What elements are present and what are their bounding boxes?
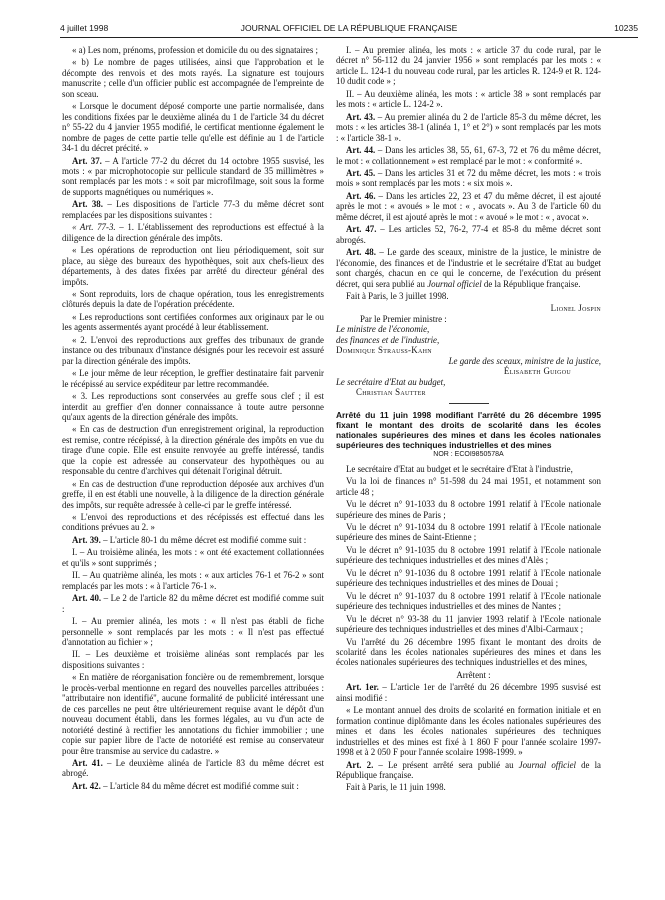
paragraph: « 2. L'envoi des reproductions aux greffes des tribunaux de grande instance ou des tribunaux d'instance désignés pour les recevoir est assuré par la direction générale des impôts.	[62, 334, 324, 366]
paragraph: « En cas de destruction d'un enregistrement original, la reproduction est remise, contre récépissé, à la direction générale des impôts en vue du tirage d'une copie. Elle est ensuite renvoyée au greffe intéressé, tandis que la copie est adressée au conservateur des hypothèques ou au responsable du centre d'archives qui détenait l'original détruit.	[62, 424, 324, 477]
arrete-title: Arrêté du 11 juin 1998 modifiant l'arrêté du 26 décembre 1995 fixant le montant des droits de scolarité dans les écoles nationales supérieures des mines et dans les écoles nationales supérieures des techniques industrielles et des mines	[336, 409, 601, 451]
paragraph: « Sont reproduits, lors de chaque opération, tous les enregistrements clôturés depuis la date de l'opération précédente.	[62, 288, 324, 310]
header-page-number: 10235	[614, 23, 638, 33]
paragraph: « Art. 77-3. – 1. L'établissement des reproductions est effectué à la diligence de la direction générale des impôts.	[62, 222, 324, 243]
header-date: 4 juillet 1998	[60, 23, 109, 33]
secretaire-budget-title: Le secrétaire d'Etat au budget,	[336, 376, 446, 387]
article-label: Art. 41.	[72, 758, 103, 768]
paragraph: « Les opérations de reproduction ont lieu périodiquement, soit sur place, au siège des bureaux des hypothèques, soit aux chefs-lieux des départements, à des dates fixées par arrêté du directeur général des impôts.	[62, 245, 324, 287]
article-label: Art. 45.	[346, 167, 376, 178]
article-42: Art. 42. – L'article 84 du même décret est modifié comme suit :	[72, 780, 299, 791]
paragraph: « b) Le nombre de pages utilisées, ainsi que l'approbation et le décompte des renvois et des mots rayés. La signature est toujours manuscrite ; celle d'un officier public est accompagnée de l'empreinte de son sceau.	[62, 57, 324, 99]
article-37: Art. 37. – A l'article 77-2 du décret du 14 octobre 1955 susvisé, les mots : « par microphotocopie sur pellicule standard de 35 millimètres » sont remplacés par les mots : « soit par microfilmage, soit sous la forme de supports magnétiques ou numériques ».	[62, 155, 324, 197]
paragraph: Vu l'arrêté du 26 décembre 1995 fixant le montant des droits de scolarité dans les écoles nationales supérieures des mines et dans les écoles nationales supérieures des techniques industrielles et des mines,	[336, 636, 601, 668]
paragraph: Vu le décret n° 91-1035 du 8 octobre 1991 relatif à l'Ecole nationale supérieure des techniques industrielles et des mines d'Alès ;	[336, 544, 601, 566]
paragraph: II. – Au quatrième alinéa, les mots : « aux articles 76-1 et 76-2 » sont remplacés par les mots : « à l'article 76-1 ».	[62, 570, 324, 591]
article-44: Art. 44. – Dans les articles 38, 55, 61, 67-3, 72 et 76 du même décret, le mot : « collationnement » est remplacé par le mot : « conformité ».	[336, 145, 601, 166]
article-1: Art. 1er. – L'article 1er de l'arrêté du 26 décembre 1995 susvisé est ainsi modifié :	[336, 682, 601, 703]
arretent: Arrêtent :	[456, 669, 491, 680]
article-label: Art. 43.	[346, 111, 376, 122]
ministre-economie-title-2: des finances et de l'industrie,	[336, 334, 440, 345]
paragraph: II. – Les deuxième et troisième alinéas sont remplacés par les dispositions suivantes :	[62, 649, 324, 670]
paragraph: « En cas de destruction d'une reproduction déposée aux archives d'un greffe, il en est établi une nouvelle, à la diligence de la direction générale des impôts, sur requête adressée à celle-ci par le greffe intéressé.	[62, 478, 324, 510]
article-2: Art. 2. – Le présent arrêté sera publié au Journal officiel de la République française.	[336, 759, 601, 780]
article-label: Art. 40.	[72, 593, 102, 604]
article-45: Art. 45. – Dans les articles 31 et 72 du même décret, les mots : « trois mois » sont remplacés par les mots : « six mois ».	[336, 167, 601, 189]
paragraph: I. – Au premier alinéa, les mots : « article 37 du code rural, par le décret n° 56-112 du 24 janvier 1956 » sont remplacés par les mots : « article L. 124-1 du nouveau code rural, par les articles R. 124-9 et R. 124-10 dudit code » ;	[336, 45, 601, 87]
paragraph: Vu le décret n° 93-38 du 11 janvier 1993 relatif à l'Ecole nationale supérieure des techniques industrielles et des mines d'Albi-Carmaux ;	[336, 613, 601, 635]
paragraph: « a) Les nom, prénoms, profession et domicile du ou des signataires ;	[72, 45, 318, 55]
garde-des-sceaux-title: Le garde des sceaux, ministre de la justice,	[448, 355, 601, 366]
article-40: Art. 40. – Le 2 de l'article 82 du même décret est modifié comme suit :	[62, 593, 324, 614]
article-label: Art. 38.	[72, 199, 103, 210]
paragraph: I. – Au premier alinéa, les mots : « Il n'est pas établi de fiche personnelle » sont remplacés par les mots : « Il n'est pas effectué d'annotation au fichier » ;	[62, 616, 324, 648]
paragraph: Le secrétaire d'Etat au budget et le secrétaire d'Etat à l'industrie,	[346, 463, 573, 474]
article-39: Art. 39. – L'article 80-1 du même décret est modifié comme suit :	[72, 534, 307, 545]
article-label: Art. 47.	[346, 224, 377, 235]
paragraph: Vu le décret n° 91-1037 du 8 octobre 1991 relatif à l'Ecole nationale supérieure des techniques industrielles et des mines de Nantes ;	[336, 590, 601, 612]
paragraph: II. – Au deuxième alinéa, les mots : « article 38 » sont remplacés par les mots : « article L. 124-2 ».	[336, 88, 601, 110]
article-label: Art. 42.	[72, 780, 101, 791]
fait-a-paris: Fait à Paris, le 3 juillet 1998.	[346, 290, 449, 301]
paragraph: Vu la loi de finances n° 51-598 du 24 mai 1951, et notamment son article 48 ;	[336, 476, 601, 497]
article-label: Art. 44.	[346, 145, 376, 156]
article-48: Art. 48. – Le garde des sceaux, ministre de la justice, le ministre de l'économie, des finances et de l'industrie et le secrétaire d'Etat au budget sont chargés, chacun en ce qui le concerne, de l'exécution du présent décret, qui sera publié au Journal officiel de la République française.	[336, 247, 601, 289]
article-41: Art. 41. – Le deuxième alinéa de l'article 83 du même décret est abrogé.	[62, 758, 324, 779]
ministre-economie-title: Le ministre de l'économie,	[336, 324, 430, 335]
right-column	[336, 45, 601, 795]
left-column	[62, 45, 324, 793]
paragraph: « Les reproductions sont certifiées conformes aux originaux par le ou les agents assermentés ayant procédé à leur établissement.	[62, 311, 324, 333]
article-47: Art. 47. – Les articles 52, 76-2, 77-4 et 85-8 du même décret sont abrogés.	[336, 224, 601, 245]
paragraph: Vu le décret n° 91-1033 du 8 octobre 1991 relatif à l'Ecole nationale supérieure des mines de Paris ;	[336, 499, 601, 520]
article-label: Art. 46.	[346, 190, 376, 201]
article-38: Art. 38. – Les dispositions de l'article 77-3 du même décret sont remplacées par les dispositions suivantes :	[62, 199, 324, 220]
paragraph: Vu le décret n° 91-1034 du 8 octobre 1991 relatif à l'Ecole nationale supérieure des mines de Saint-Etienne ;	[336, 522, 601, 543]
article-46: Art. 46. – Dans les articles 22, 23 et 47 du même décret, il est ajouté après le mot : « avoués » le mot : « , avocats ». Au 3 de l'article 60 du même décret, il est ajouté après le mot : « avoué » le mot : « , avocat ».	[336, 190, 601, 222]
separator-rule	[449, 403, 489, 404]
article-label: Art. 39.	[72, 534, 101, 545]
paragraph: Vu le décret n° 91-1036 du 8 octobre 1991 relatif à l'Ecole nationale supérieure des techniques industrielles et des mines de Douai ;	[336, 567, 601, 589]
fait-a-paris-2: Fait à Paris, le 11 juin 1998.	[346, 782, 446, 793]
signature-secretaire-budget: Christian Sautter	[356, 387, 426, 398]
page-header	[60, 21, 638, 38]
paragraph: « Le montant annuel des droits de scolarité en formation initiale et en formation continue diplômante dans les écoles nationales supérieures des mines et dans les écoles nationales supérieures des techniques industrielles et des mines est fixé à 1 860 F pour l'année scolaire 1997-1998 et à 2 050 F pour l'année scolaire 1998-1999. »	[336, 705, 601, 758]
signature-ministre-economie: Dominique Strauss-Kahn	[336, 345, 432, 356]
article-label: Art. 48.	[346, 247, 376, 258]
header-journal-title: JOURNAL OFFICIEL DE LA RÉPUBLIQUE FRANÇAISE	[240, 23, 458, 33]
article-label: Art. 2.	[346, 759, 374, 770]
article-label: Art. 1er.	[346, 682, 379, 693]
paragraph: « Lorsque le document déposé comporte une partie normalisée, dans les conditions fixées par le deuxième alinéa du 1 de l'article 34 du décret n° 55-22 du 4 janvier 1955 modifié, le certificat mentionne également le nombre de pages de cette partie telle qu'elle est définie au 1 de l'article 34-1 du décret précité. »	[62, 101, 324, 154]
paragraph: « Le jour même de leur réception, le greffier destinataire fait parvenir le récépissé au service expéditeur par lettre recommandée.	[62, 368, 324, 389]
paragraph: « En matière de réorganisation foncière ou de remembrement, lorsque le procès-verbal mentionne en regard des nouvelles parcelles attribuées : "attributaire non identifié", aucune formalité de publicité intéressant une de ces parcelles ne peut être ultérieurement requise avant le dépôt d'un nouveau document établi, dans les formes légales, au vu d'un acte de notoriété destiné à rectifier les annotations du fichier immobilier ; une copie sur papier libre de l'acte de notoriété est remise au conservateur pour être transmise au service du cadastre. »	[62, 672, 324, 756]
paragraph: « L'envoi des reproductions et des récépissés est effectué dans les conditions prévues au 2. »	[62, 512, 324, 533]
paragraph: « 3. Les reproductions sont conservées au greffe sous clef ; il est interdit au greffier d'en donner connaissance à toute autre personne qu'aux agents de la direction générale des impôts.	[62, 391, 324, 422]
par-le-premier-ministre: Par le Premier ministre :	[360, 313, 447, 324]
signature-premier-ministre: Lionel Jospin	[550, 303, 601, 314]
paragraph: I. – Au troisième alinéa, les mots : « ont été exactement collationnées et qu'ils » sont supprimés ;	[62, 547, 324, 568]
signature-garde-des-sceaux: Élisabeth Guigou	[503, 366, 571, 377]
nor-reference: NOR : ECOI9850578A	[433, 451, 504, 459]
article-label: Art. 37.	[72, 155, 102, 166]
article-43: Art. 43. – Au premier alinéa du 2 de l'article 85-3 du même décret, les mots : « les articles 38-1 (alinéa 1, 1° et 2°) » sont remplacés par les mots : « l'article 38-1 ».	[336, 111, 601, 143]
